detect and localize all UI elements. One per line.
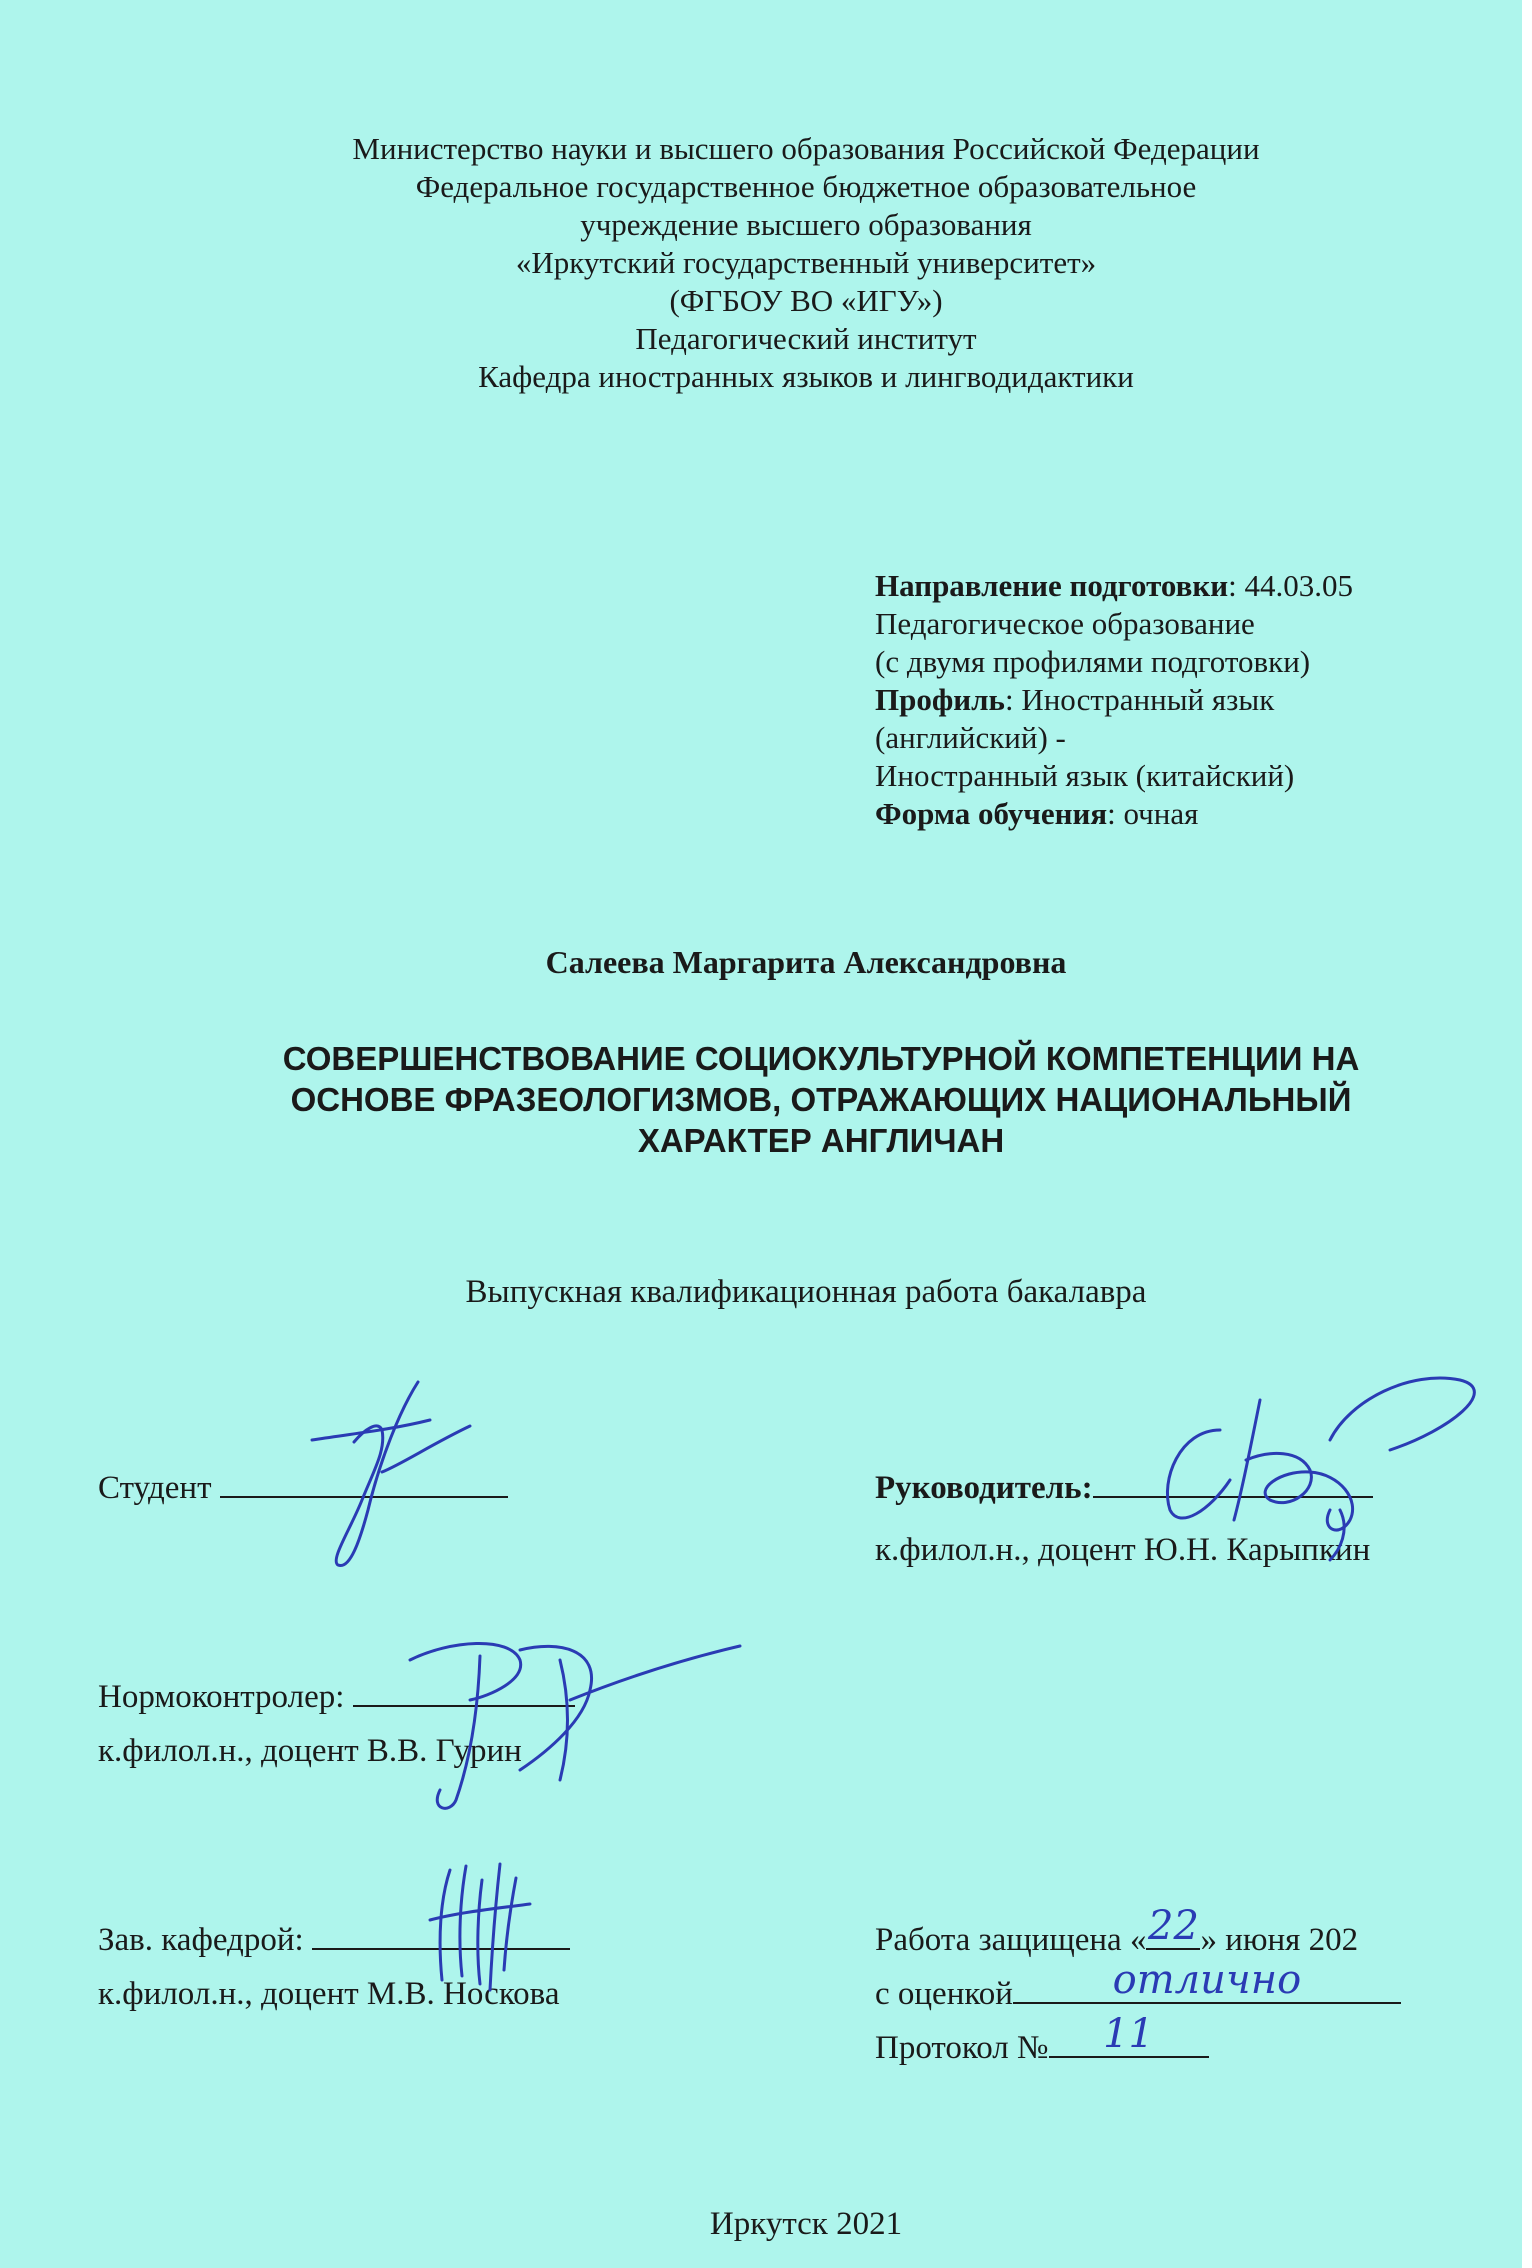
profile-text: (английский) - [875,720,1066,755]
defense-block [875,1903,1401,2073]
scan-edge [1522,0,1532,2268]
student-label: Студент [98,1470,212,1506]
defense-prefix: Работа защищена « [875,1922,1147,1958]
form-line [875,795,1353,833]
protocol-label: Протокол № [875,2030,1049,2066]
header-line: Кафедра иностранных языков и лингводидактики [478,359,1134,394]
direction-text: (с двумя профилями подготовки) [875,644,1311,679]
work-type: Выпускная квалификационная работа бакалавра [465,1274,1147,1310]
profile-label: Профиль [875,682,1005,717]
head-label: Зав. кафедрой: [98,1922,304,1958]
title-line: СОВЕРШЕНСТВОВАНИЕ СОЦИОКУЛЬТУРНОЙ КОМПЕТЕНЦИИ НА [282,1040,1360,1077]
defense-suffix: » июня 202 [1200,1922,1359,1958]
supervisor-label: Руководитель: [875,1470,1093,1506]
author-name: Салеева Маргарита Александровна [545,944,1067,980]
normcontrol-signature [370,1600,750,1820]
study-program [875,567,1353,833]
profile-text: Иностранный язык (китайский) [875,758,1295,793]
thesis-title [0,1038,1532,1161]
profile-line [875,681,1353,719]
protocol-number: 11 [1103,2011,1154,2057]
direction-code: : 44.03.05 [1228,568,1353,603]
defense-day: 22 [1148,1903,1199,1949]
header-line: Педагогический институт [635,321,977,356]
header-line: «Иркутский государственный университет» [515,245,1097,280]
normcontrol-name: к.филол.н., доцент В.В. Гурин [98,1733,522,1769]
direction-label: Направление подготовки [875,568,1229,603]
supervisor-name: к.филол.н., доцент Ю.Н. Карыпкин [875,1532,1371,1568]
header-line: Федеральное государственное бюджетное образовательное [415,169,1197,204]
header-line: (ФГБОУ ВО «ИГУ») [669,283,943,318]
supervisor-signature [1150,1360,1490,1560]
header-line: Министерство науки и высшего образования Российской Федерации [352,131,1260,166]
head-signature [420,1860,540,2000]
direction-text: Педагогическое образование [875,606,1255,641]
title-line: ОСНОВЕ ФРАЗЕОЛОГИЗМОВ, ОТРАЖАЮЩИХ НАЦИОНАЛЬНЫЙ [290,1081,1352,1118]
header-line: учреждение высшего образования [580,207,1032,242]
student-signature [290,1370,490,1570]
normcontrol-label: Нормоконтролер: [98,1679,345,1715]
form-label: Форма обучения [875,796,1108,831]
title-line: ХАРАКТЕР АНГЛИЧАН [637,1122,1005,1159]
institution-header [0,130,1532,396]
grade-value: отлично [1112,1957,1302,2003]
head-name: к.филол.н., доцент М.В. Носкова [98,1976,560,2012]
direction-line [875,567,1353,605]
city-year: Иркутск 2021 [709,2206,903,2242]
profile-value: : Иностранный язык [1004,682,1275,717]
form-value: : очная [1107,796,1199,831]
grade-label: с оценкой [875,1976,1013,2012]
